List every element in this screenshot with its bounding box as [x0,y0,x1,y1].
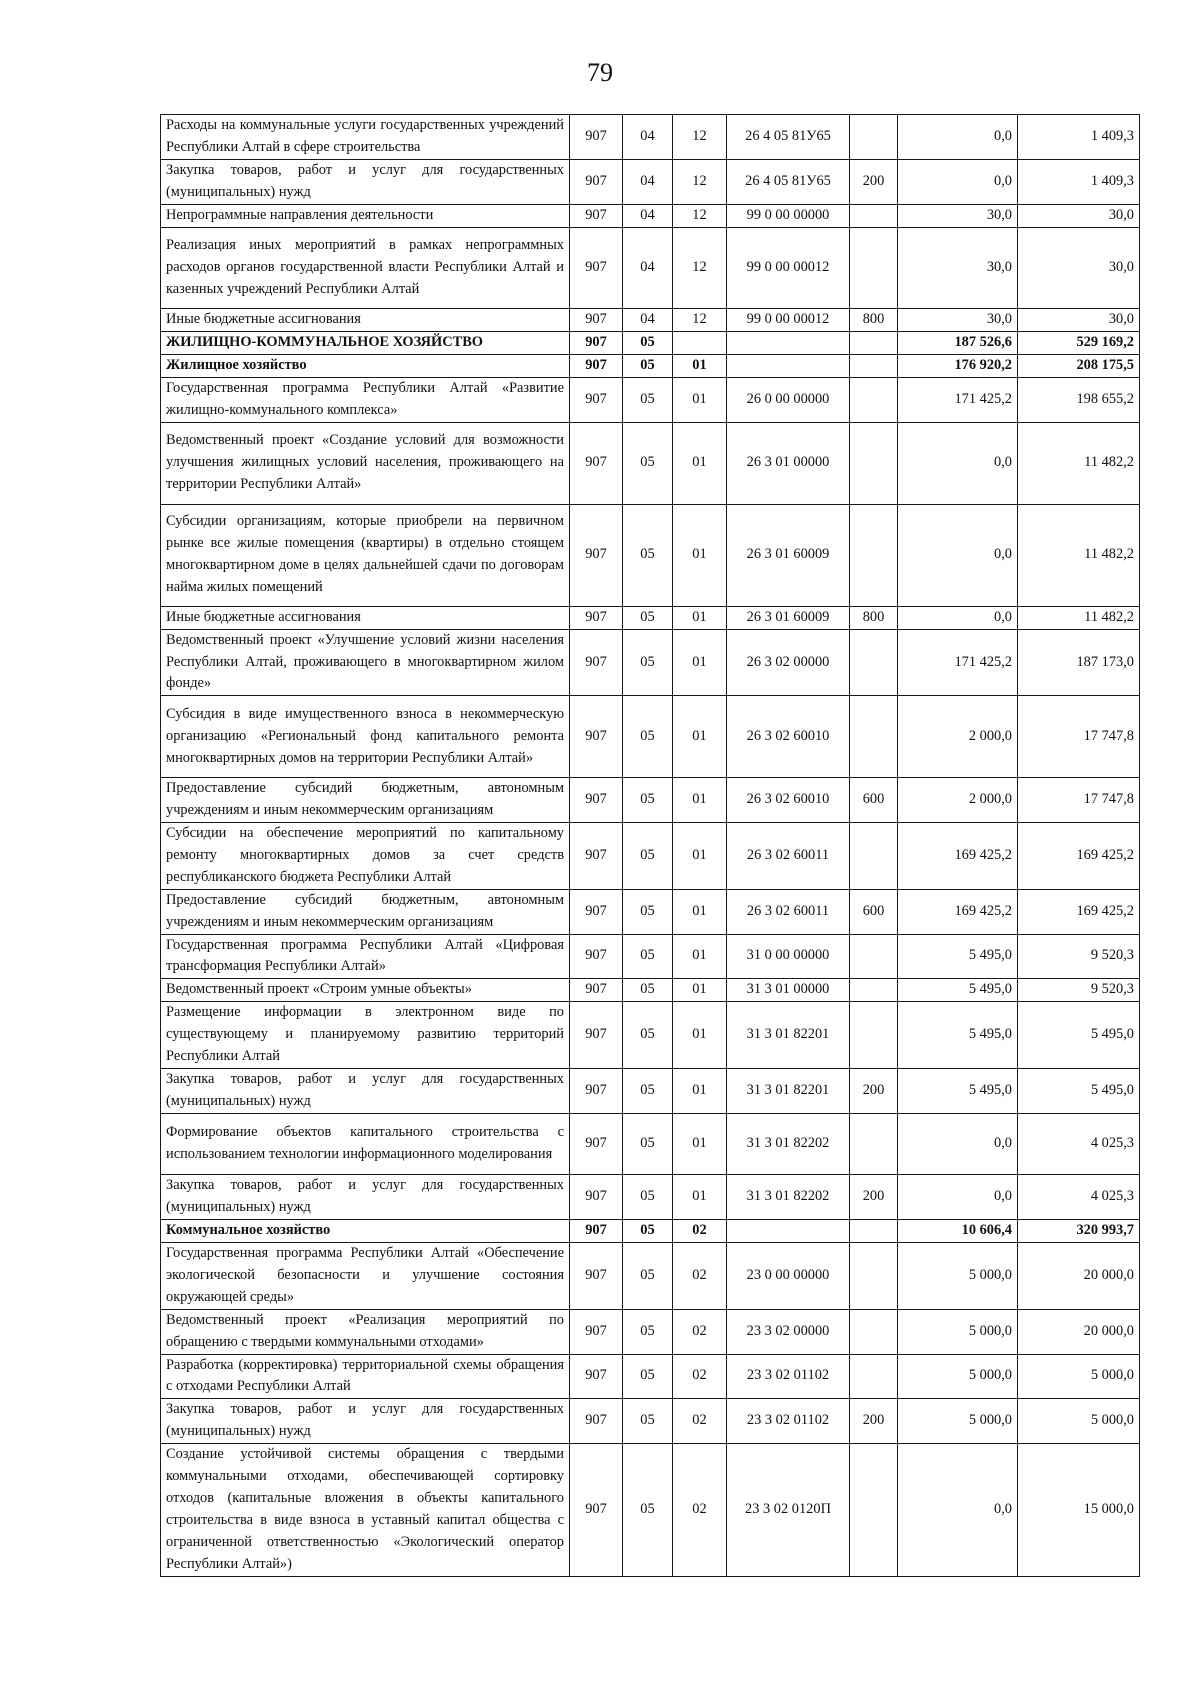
row-section-code: 05 [623,629,673,696]
row-subsection-code: 02 [673,1399,727,1444]
row-amount-second: 9 520,3 [1018,934,1140,979]
row-amount-first: 0,0 [898,422,1018,504]
row-target-article-code: 99 0 00 00012 [727,309,850,332]
table-row [161,778,1140,823]
row-subsection-code: 01 [673,378,727,423]
row-ministry-code: 907 [570,1399,623,1444]
row-amount-second: 15 000,0 [1018,1444,1140,1576]
row-ministry-code: 907 [570,227,623,309]
row-ministry-code: 907 [570,115,623,160]
row-ministry-code: 907 [570,822,623,889]
row-expense-type-code [850,1309,898,1354]
table-row [161,889,1140,934]
row-target-article-code: 31 3 01 82201 [727,1068,850,1113]
row-subsection-code: 01 [673,778,727,823]
row-section-code: 04 [623,115,673,160]
row-subsection-code: 01 [673,1068,727,1113]
row-expense-type-code: 600 [850,889,898,934]
table-row [161,629,1140,696]
row-target-article-code: 26 3 01 60009 [727,606,850,629]
row-name: Коммунальное хозяйство [161,1220,570,1243]
row-expense-type-code [850,1220,898,1243]
row-ministry-code: 907 [570,1444,623,1576]
table-row [161,696,1140,778]
row-ministry-code: 907 [570,204,623,227]
row-expense-type-code [850,355,898,378]
row-name: Закупка товаров, работ и услуг для государственных (муниципальных) нужд [161,1175,570,1220]
row-section-code: 05 [623,504,673,606]
row-target-article-code: 26 3 02 60010 [727,778,850,823]
row-amount-first: 5 000,0 [898,1309,1018,1354]
row-amount-first: 5 000,0 [898,1399,1018,1444]
row-section-code: 05 [623,1002,673,1069]
row-target-article-code: 23 3 02 01102 [727,1399,850,1444]
row-target-article-code: 31 3 01 82202 [727,1175,850,1220]
row-target-article-code: 26 3 01 00000 [727,422,850,504]
row-ministry-code: 907 [570,889,623,934]
row-expense-type-code: 800 [850,309,898,332]
table-row [161,378,1140,423]
row-section-code: 05 [623,1068,673,1113]
row-subsection-code: 01 [673,355,727,378]
row-amount-second: 169 425,2 [1018,822,1140,889]
row-amount-second: 4 025,3 [1018,1113,1140,1175]
row-ministry-code: 907 [570,355,623,378]
row-target-article-code: 23 3 02 01102 [727,1354,850,1399]
row-amount-first: 0,0 [898,504,1018,606]
row-subsection-code: 12 [673,115,727,160]
row-amount-second: 529 169,2 [1018,332,1140,355]
row-section-code: 05 [623,378,673,423]
row-subsection-code: 02 [673,1444,727,1576]
table-row [161,606,1140,629]
row-expense-type-code: 200 [850,159,898,204]
row-name: Государственная программа Республики Алтай «Развитие жилищно-коммунального комплекса» [161,378,570,423]
row-ministry-code: 907 [570,934,623,979]
row-amount-first: 2 000,0 [898,696,1018,778]
row-section-code: 04 [623,159,673,204]
table-row [161,1068,1140,1113]
row-name: Государственная программа Республики Алтай «Цифровая трансформация Республики Алтай» [161,934,570,979]
row-amount-second: 30,0 [1018,227,1140,309]
row-expense-type-code [850,1242,898,1309]
row-amount-first: 171 425,2 [898,378,1018,423]
row-amount-first: 169 425,2 [898,889,1018,934]
row-section-code: 04 [623,204,673,227]
row-amount-second: 11 482,2 [1018,504,1140,606]
row-expense-type-code [850,332,898,355]
row-ministry-code: 907 [570,1113,623,1175]
row-section-code: 05 [623,979,673,1002]
row-amount-first: 2 000,0 [898,778,1018,823]
table-row [161,1242,1140,1309]
row-section-code: 05 [623,355,673,378]
row-amount-first: 171 425,2 [898,629,1018,696]
row-target-article-code: 26 4 05 81У65 [727,115,850,160]
table-row [161,355,1140,378]
row-section-code: 05 [623,606,673,629]
row-amount-first: 5 495,0 [898,1002,1018,1069]
table-row [161,227,1140,309]
row-target-article-code: 99 0 00 00012 [727,227,850,309]
row-expense-type-code: 200 [850,1068,898,1113]
row-amount-second: 11 482,2 [1018,606,1140,629]
row-amount-first: 0,0 [898,606,1018,629]
table-row [161,1444,1140,1576]
row-subsection-code: 02 [673,1220,727,1243]
row-target-article-code: 99 0 00 00000 [727,204,850,227]
row-ministry-code: 907 [570,378,623,423]
row-expense-type-code [850,115,898,160]
row-ministry-code: 907 [570,332,623,355]
row-ministry-code: 907 [570,1175,623,1220]
row-section-code: 05 [623,934,673,979]
row-subsection-code: 01 [673,934,727,979]
row-name: Ведомственный проект «Реализация мероприятий по обращению с твердыми коммунальными отходами» [161,1309,570,1354]
row-expense-type-code [850,504,898,606]
row-target-article-code: 23 3 02 0120П [727,1444,850,1576]
table-row [161,504,1140,606]
row-ministry-code: 907 [570,159,623,204]
row-expense-type-code [850,1002,898,1069]
row-ministry-code: 907 [570,504,623,606]
row-section-code: 05 [623,822,673,889]
row-name: Субсидии организациям, которые приобрели на первичном рынке все жилые помещения (квартиры) в отдельно стоящем многоквартирном доме в целях дальнейшей сдачи по договорам найма жилых помещений [161,504,570,606]
row-ministry-code: 907 [570,1242,623,1309]
row-amount-second: 198 655,2 [1018,378,1140,423]
row-subsection-code: 02 [673,1354,727,1399]
row-amount-second: 208 175,5 [1018,355,1140,378]
table-row [161,822,1140,889]
row-name: Реализация иных мероприятий в рамках непрограммных расходов органов государственной власти Республики Алтай и казенных учреждений Республики Алтай [161,227,570,309]
row-expense-type-code [850,629,898,696]
row-section-code: 05 [623,422,673,504]
row-amount-first: 5 495,0 [898,934,1018,979]
row-amount-second: 20 000,0 [1018,1309,1140,1354]
row-target-article-code [727,355,850,378]
row-expense-type-code: 800 [850,606,898,629]
row-amount-first: 0,0 [898,159,1018,204]
row-amount-second: 1 409,3 [1018,159,1140,204]
row-section-code: 05 [623,1309,673,1354]
table-row [161,1113,1140,1175]
row-section-code: 05 [623,696,673,778]
row-amount-first: 0,0 [898,1175,1018,1220]
row-name: Ведомственный проект «Улучшение условий жизни населения Республики Алтай, проживающего в многоквартирном жилом фонде» [161,629,570,696]
row-subsection-code: 01 [673,422,727,504]
row-name: Создание устойчивой системы обращения с твердыми коммунальными отходами, обеспечивающей сортировку отходов (капитальные вложения в объекты капитального строительства в виде взноса в уставный капитал общества с ограниченной ответственностью «Экологический оператор Республики Алтай») [161,1444,570,1576]
budget-table-body [161,115,1140,1577]
row-amount-second: 30,0 [1018,309,1140,332]
row-section-code: 04 [623,309,673,332]
row-expense-type-code [850,696,898,778]
row-amount-second: 4 025,3 [1018,1175,1140,1220]
row-subsection-code: 12 [673,227,727,309]
row-ministry-code: 907 [570,1002,623,1069]
row-amount-second: 169 425,2 [1018,889,1140,934]
row-subsection-code: 01 [673,1113,727,1175]
row-expense-type-code [850,378,898,423]
row-target-article-code: 26 3 02 60011 [727,889,850,934]
row-target-article-code: 31 3 01 00000 [727,979,850,1002]
row-name: Разработка (корректировка) территориальной схемы обращения с отходами Республики Алтай [161,1354,570,1399]
page-number: 79 [587,58,613,87]
row-subsection-code: 01 [673,1002,727,1069]
row-ministry-code: 907 [570,778,623,823]
row-target-article-code [727,1220,850,1243]
table-row [161,115,1140,160]
row-target-article-code: 26 3 02 60011 [727,822,850,889]
row-subsection-code: 01 [673,504,727,606]
row-ministry-code: 907 [570,1354,623,1399]
row-target-article-code: 26 4 05 81У65 [727,159,850,204]
row-ministry-code: 907 [570,1309,623,1354]
row-subsection-code: 01 [673,1175,727,1220]
row-section-code: 05 [623,1220,673,1243]
row-amount-first: 169 425,2 [898,822,1018,889]
table-row [161,1354,1140,1399]
row-name: Иные бюджетные ассигнования [161,606,570,629]
row-subsection-code: 12 [673,204,727,227]
table-row [161,1399,1140,1444]
table-row [161,159,1140,204]
row-amount-second: 5 495,0 [1018,1068,1140,1113]
table-row [161,204,1140,227]
row-section-code: 05 [623,1113,673,1175]
table-row [161,1002,1140,1069]
row-name: Субсидии на обеспечение мероприятий по капитальному ремонту многоквартирных домов за счет средств республиканского бюджета Республики Алтай [161,822,570,889]
row-subsection-code: 02 [673,1309,727,1354]
row-expense-type-code [850,822,898,889]
row-amount-second: 30,0 [1018,204,1140,227]
row-target-article-code: 26 3 01 60009 [727,504,850,606]
row-amount-first: 0,0 [898,1113,1018,1175]
row-name: Ведомственный проект «Создание условий для возможности улучшения жилищных условий населения, проживающего на территории Республики Алтай» [161,422,570,504]
row-name: Размещение информации в электронном виде по существующему и планируемому развитию территорий Республики Алтай [161,1002,570,1069]
row-target-article-code: 23 0 00 00000 [727,1242,850,1309]
row-target-article-code: 31 3 01 82202 [727,1113,850,1175]
row-amount-second: 320 993,7 [1018,1220,1140,1243]
row-expense-type-code: 200 [850,1175,898,1220]
row-amount-second: 20 000,0 [1018,1242,1140,1309]
row-section-code: 05 [623,1175,673,1220]
row-expense-type-code [850,1113,898,1175]
row-target-article-code: 31 3 01 82201 [727,1002,850,1069]
row-expense-type-code [850,1444,898,1576]
budget-table [160,114,1140,1577]
row-ministry-code: 907 [570,606,623,629]
row-subsection-code: 02 [673,1242,727,1309]
row-name: Закупка товаров, работ и услуг для государственных (муниципальных) нужд [161,1068,570,1113]
row-ministry-code: 907 [570,1220,623,1243]
row-amount-second: 5 495,0 [1018,1002,1140,1069]
row-section-code: 05 [623,1399,673,1444]
row-name: Закупка товаров, работ и услуг для государственных (муниципальных) нужд [161,159,570,204]
row-name: Расходы на коммунальные услуги государственных учреждений Республики Алтай в сфере строительства [161,115,570,160]
row-subsection-code: 01 [673,696,727,778]
row-subsection-code: 01 [673,889,727,934]
row-section-code: 05 [623,1354,673,1399]
row-amount-first: 5 495,0 [898,1068,1018,1113]
row-amount-first: 30,0 [898,309,1018,332]
row-name: ЖИЛИЩНО-КОММУНАЛЬНОЕ ХОЗЯЙСТВО [161,332,570,355]
row-name: Субсидия в виде имущественного взноса в некоммерческую организацию «Региональный фонд капитального ремонта многоквартирных домов на территории Республики Алтай» [161,696,570,778]
row-amount-second: 1 409,3 [1018,115,1140,160]
row-target-article-code: 23 3 02 00000 [727,1309,850,1354]
table-row [161,979,1140,1002]
row-name: Закупка товаров, работ и услуг для государственных (муниципальных) нужд [161,1399,570,1444]
row-section-code: 05 [623,1444,673,1576]
row-expense-type-code [850,422,898,504]
row-amount-first: 10 606,4 [898,1220,1018,1243]
row-name: Иные бюджетные ассигнования [161,309,570,332]
row-target-article-code [727,332,850,355]
row-amount-first: 0,0 [898,115,1018,160]
row-amount-first: 30,0 [898,204,1018,227]
row-name: Государственная программа Республики Алтай «Обеспечение экологической безопасности и улучшение состояния окружающей среды» [161,1242,570,1309]
row-ministry-code: 907 [570,696,623,778]
row-ministry-code: 907 [570,1068,623,1113]
row-amount-second: 9 520,3 [1018,979,1140,1002]
row-amount-first: 187 526,6 [898,332,1018,355]
row-ministry-code: 907 [570,629,623,696]
row-expense-type-code [850,204,898,227]
table-row [161,934,1140,979]
row-name: Предоставление субсидий бюджетным, автономным учреждениям и иным некоммерческим организациям [161,778,570,823]
row-amount-first: 30,0 [898,227,1018,309]
row-amount-second: 187 173,0 [1018,629,1140,696]
table-row [161,422,1140,504]
row-expense-type-code [850,227,898,309]
row-subsection-code: 01 [673,629,727,696]
row-amount-second: 17 747,8 [1018,696,1140,778]
row-target-article-code: 31 0 00 00000 [727,934,850,979]
row-section-code: 04 [623,227,673,309]
row-amount-second: 5 000,0 [1018,1354,1140,1399]
row-target-article-code: 26 0 00 00000 [727,378,850,423]
row-name: Непрограммные направления деятельности [161,204,570,227]
row-subsection-code: 01 [673,979,727,1002]
row-ministry-code: 907 [570,309,623,332]
row-subsection-code: 01 [673,606,727,629]
row-amount-first: 5 000,0 [898,1242,1018,1309]
row-expense-type-code: 600 [850,778,898,823]
row-name: Формирование объектов капитального строительства с использованием технологии информационного моделирования [161,1113,570,1175]
row-amount-second: 11 482,2 [1018,422,1140,504]
table-row [161,1175,1140,1220]
row-target-article-code: 26 3 02 00000 [727,629,850,696]
row-subsection-code: 01 [673,822,727,889]
row-subsection-code [673,332,727,355]
row-ministry-code: 907 [570,422,623,504]
row-expense-type-code [850,979,898,1002]
row-amount-second: 17 747,8 [1018,778,1140,823]
row-name: Предоставление субсидий бюджетным, автономным учреждениям и иным некоммерческим организациям [161,889,570,934]
row-section-code: 05 [623,889,673,934]
row-expense-type-code [850,934,898,979]
row-amount-first: 176 920,2 [898,355,1018,378]
row-section-code: 05 [623,1242,673,1309]
row-amount-second: 5 000,0 [1018,1399,1140,1444]
row-name: Жилищное хозяйство [161,355,570,378]
row-target-article-code: 26 3 02 60010 [727,696,850,778]
row-amount-first: 0,0 [898,1444,1018,1576]
row-amount-first: 5 495,0 [898,979,1018,1002]
table-row [161,1220,1140,1243]
row-ministry-code: 907 [570,979,623,1002]
table-row [161,309,1140,332]
row-amount-first: 5 000,0 [898,1354,1018,1399]
row-subsection-code: 12 [673,309,727,332]
table-row [161,1309,1140,1354]
row-section-code: 05 [623,778,673,823]
row-name: Ведомственный проект «Строим умные объекты» [161,979,570,1002]
row-expense-type-code: 200 [850,1399,898,1444]
table-row [161,332,1140,355]
row-subsection-code: 12 [673,159,727,204]
row-expense-type-code [850,1354,898,1399]
row-section-code: 05 [623,332,673,355]
